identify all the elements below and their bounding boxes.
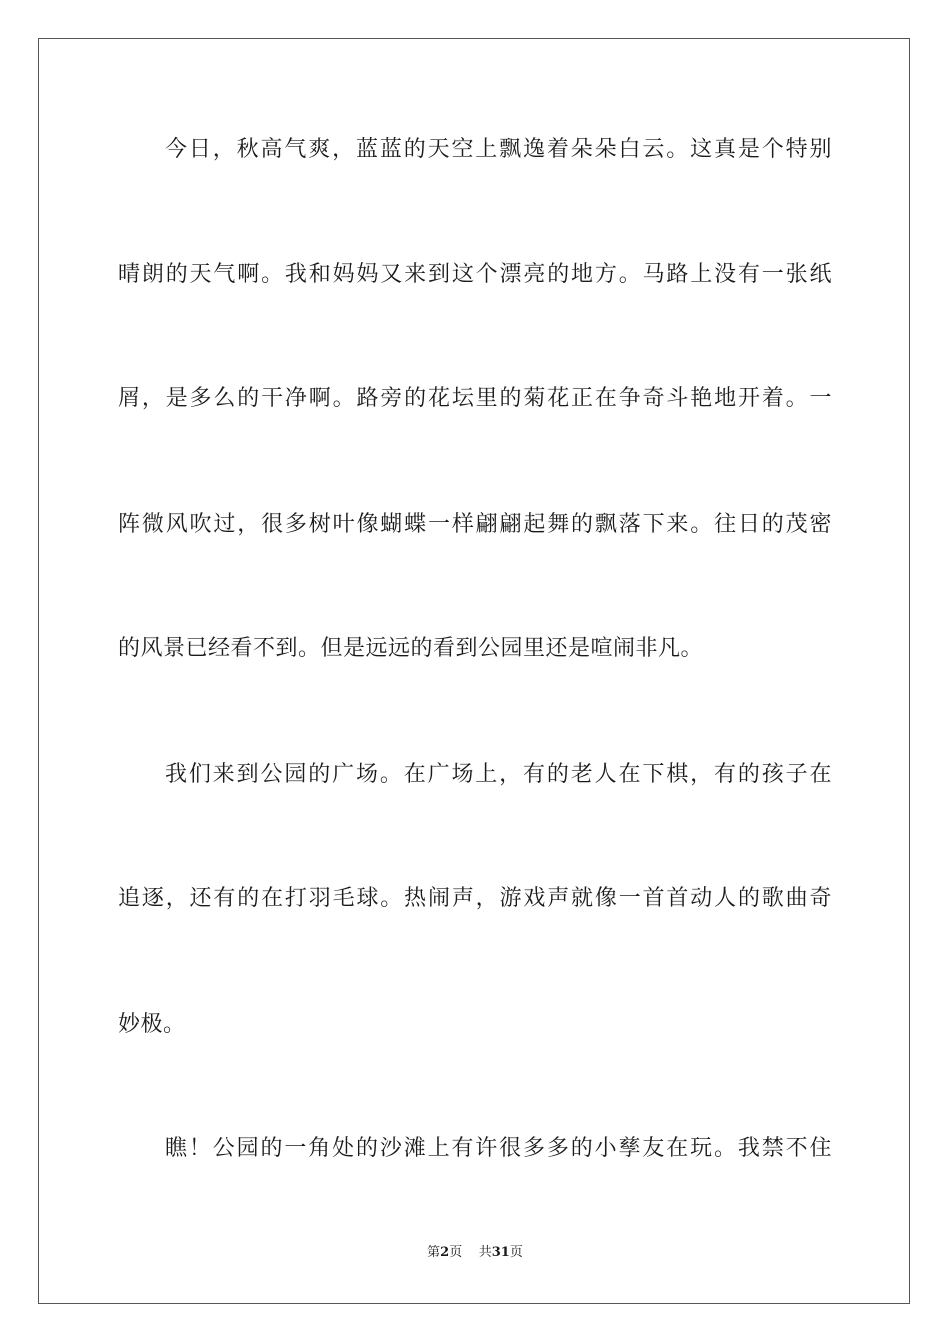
text-line: 追逐，还有的在打羽毛球。热闹声，游戏声就像一首首动人的歌曲奇 bbox=[118, 886, 832, 911]
total-prefix: 共 bbox=[478, 1245, 492, 1260]
text-line: 屑，是多么的干净啊。路旁的花坛里的菊花正在争奇斗艳地开着。一 bbox=[118, 386, 832, 411]
page-prefix: 第 bbox=[427, 1245, 441, 1260]
text-line: 的风景已经看不到。但是远远的看到公园里还是喧闹非凡。 bbox=[118, 636, 704, 661]
text-line: 今日，秋高气爽，蓝蓝的天空上飘逸着朵朵白云。这真是个特别 bbox=[165, 137, 832, 162]
page-suffix: 页 bbox=[449, 1245, 463, 1260]
text-line: 瞧！公园的一角处的沙滩上有许很多多的小孳友在玩。我禁不住 bbox=[165, 1136, 832, 1161]
text-line: 妙极。 bbox=[118, 1012, 186, 1037]
total-pages: 31 bbox=[491, 1245, 510, 1260]
text-line: 我们来到公园的广场。在广场上，有的老人在下棋，有的孩子在 bbox=[165, 762, 832, 787]
total-suffix: 页 bbox=[509, 1245, 523, 1260]
text-line: 晴朗的天气啊。我和妈妈又来到这个漂亮的地方。马路上没有一张纸 bbox=[118, 262, 832, 287]
page-number: 2 bbox=[440, 1245, 450, 1260]
page-border bbox=[38, 38, 910, 1304]
text-line: 阵微风吹过，很多树叶像蝴蝶一样翩翩起舞的飘落下来。往日的茂密 bbox=[118, 512, 832, 537]
page-footer bbox=[0, 1244, 950, 1262]
